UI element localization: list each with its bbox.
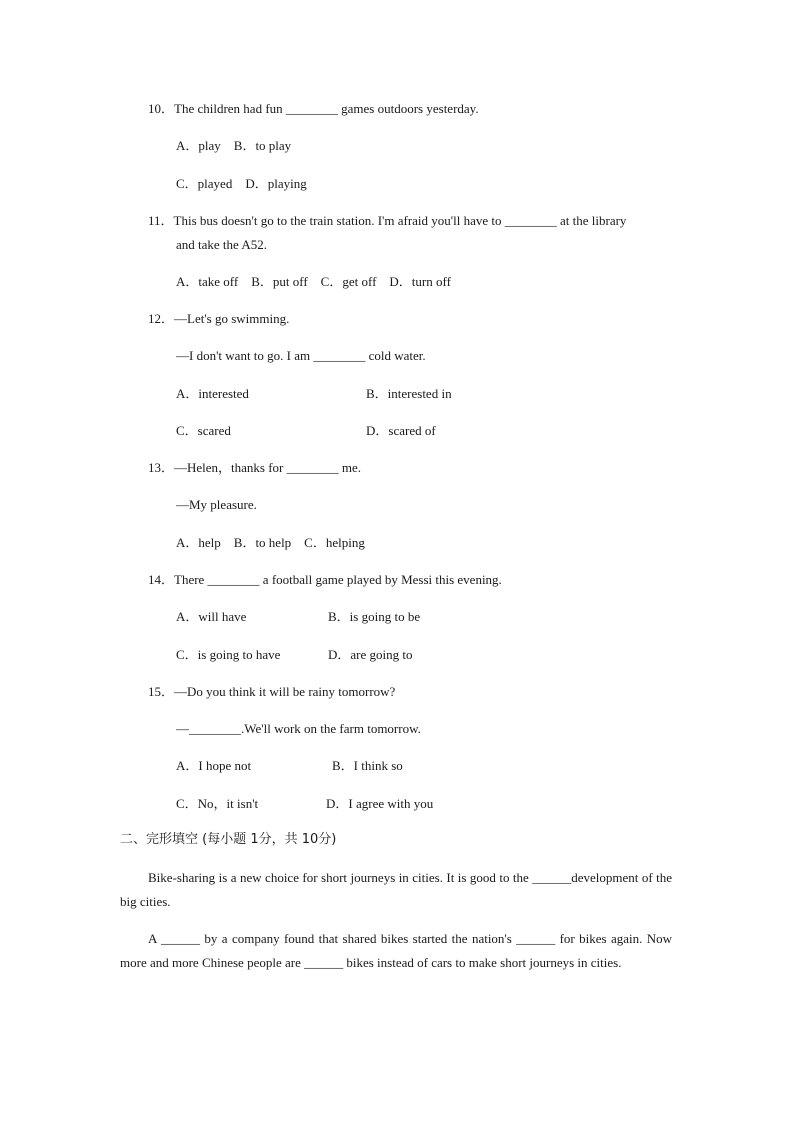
question-14-stem: 14．There ________ a football game played by Messi this evening.	[148, 572, 502, 587]
question-10-options-row-1: A．play B．to play	[176, 138, 292, 153]
section-heading: 二、完形填空 (每小题 1分，共 10分)	[120, 832, 337, 847]
question-11-options-row: A．take off B．put off C．get off D．turn off	[176, 274, 451, 289]
question-15-reply: —________.We'll work on the farm tomorrow.	[176, 721, 421, 736]
question-14-option-a: A．will have	[176, 609, 247, 624]
question-12-option-a: A．interested	[176, 386, 249, 401]
question-14-option-d: D．are going to	[328, 647, 413, 662]
passage-paragraph-1-text: Bike-sharing is a new choice for short journeys in cities. It is good to the ______development of the big cities.	[120, 870, 672, 909]
question-15-option-d: D．I agree with you	[326, 796, 434, 811]
question-10-options-row-2: C．played D．playing	[176, 176, 307, 191]
question-15-stem: 15．—Do you think it will be rainy tomorrow?	[148, 684, 396, 699]
passage-paragraph-2-text: A ______ by a company found that shared bikes started the nation's ______ for bikes again. Now more and more Chinese people are ______ bikes instead of cars to make short journeys in cities.	[120, 931, 672, 970]
question-10-stem: 10．The children had fun ________ games outdoors yesterday.	[148, 101, 479, 116]
question-12-stem: 12．—Let's go swimming.	[148, 311, 290, 326]
question-12-reply: —I don't want to go. I am ________ cold water.	[176, 348, 426, 363]
question-15-option-c: C．No，it isn't	[176, 796, 259, 811]
passage-paragraph-2	[120, 927, 672, 975]
question-13-stem: 13．—Helen，thanks for ________ me.	[148, 460, 362, 475]
question-14-option-c: C．is going to have	[176, 647, 281, 662]
question-13-reply: —My pleasure.	[176, 497, 257, 512]
question-15-option-a: A．I hope not	[176, 758, 252, 773]
question-13-options-row: A．help B．to help C．helping	[176, 535, 365, 550]
question-11-stem: 11．This bus doesn't go to the train station. I'm afraid you'll have to ________ at the library	[148, 213, 627, 228]
passage-paragraph-1	[120, 866, 672, 914]
question-12-option-c: C．scared	[176, 423, 231, 438]
question-12-option-d: D．scared of	[366, 423, 436, 438]
question-12-option-b: B．interested in	[366, 386, 452, 401]
question-14-option-b: B．is going to be	[328, 609, 421, 624]
question-11-stem-continued: and take the A52.	[176, 237, 267, 252]
question-15-option-b: B．I think so	[332, 758, 403, 773]
